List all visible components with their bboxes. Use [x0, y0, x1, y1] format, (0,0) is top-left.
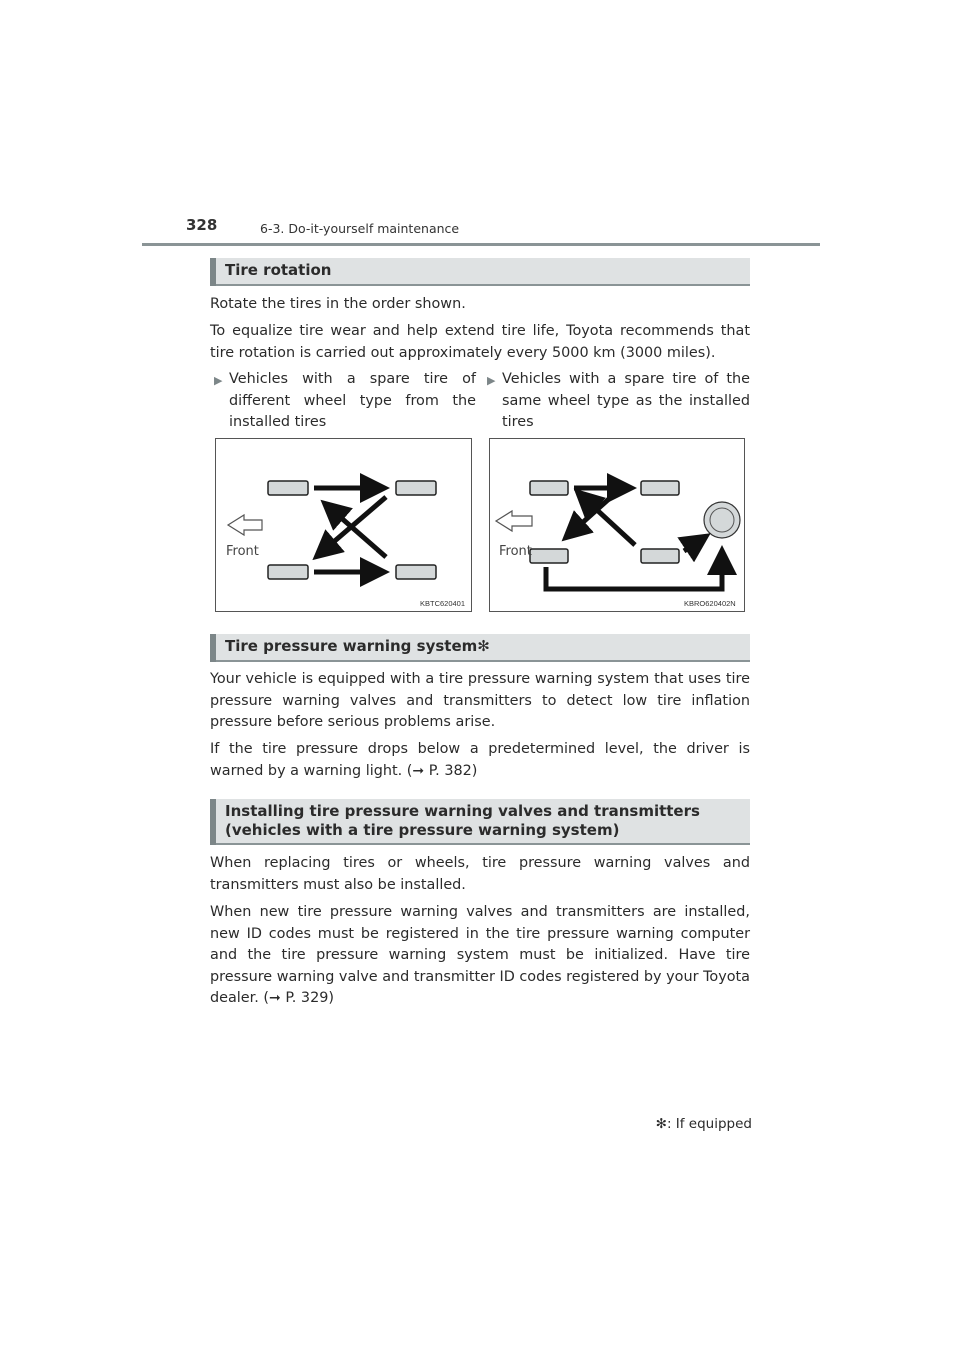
- header-divider: [142, 243, 820, 246]
- tire-front-right: [530, 549, 568, 563]
- bullet-same-wheel: [487, 369, 750, 434]
- bullet-different-wheel-text: Vehicles with a spare tire of different wheel type from the installed tires: [229, 371, 476, 430]
- installing-body-1: When replacing tires or wheels, tire pressure warning valves and transmitters must also be installed.: [210, 855, 750, 893]
- rotation-arrow: [331, 509, 386, 557]
- bullet-different-wheel: [214, 369, 476, 434]
- tpws-body-1: Your vehicle is equipped with a tire pressure warning system that uses tire pressure warning valves and transmitters to detect low tire inflation pressure before serious problems arise.: [210, 671, 750, 730]
- bullet-triangle-icon: ▶: [487, 374, 496, 387]
- tpws-body-2-text: If the tire pressure drops below a predetermined level, the driver is warned by a warning light. (: [210, 741, 750, 779]
- front-label: Front: [499, 544, 532, 559]
- tire-rear-left: [641, 481, 679, 495]
- tpws-heading: [210, 634, 750, 662]
- tire-rotation-heading: [210, 258, 750, 286]
- rotation-arrow-spare: [546, 559, 722, 589]
- tire-rear-right: [641, 549, 679, 563]
- front-direction-icon: [496, 511, 532, 531]
- tire-rear-right: [396, 565, 436, 579]
- installing-heading: [210, 799, 750, 845]
- section-breadcrumb: 6-3. Do-it-yourself maintenance: [260, 221, 460, 236]
- footnote-text: : If equipped: [666, 1116, 752, 1132]
- tpws-body-2: [210, 739, 750, 782]
- tire-front-left: [530, 481, 568, 495]
- rotation-arrow: [584, 498, 635, 545]
- page-number: 328: [186, 216, 218, 234]
- tire-rotation-body: To equalize tire wear and help extend tire life, Toyota recommends that tire rotation is carried out approximately every 5000 km (3000 miles).: [210, 323, 750, 361]
- installing-heading-line-1: Installing tire pressure warning valves and transmitters: [225, 802, 700, 820]
- rotation-arrow: [323, 497, 386, 551]
- figure-code: KBTC620401: [420, 599, 466, 608]
- page-ref-link[interactable]: P. 382): [424, 762, 478, 779]
- tire-rear-left: [396, 481, 436, 495]
- front-label: Front: [226, 544, 259, 559]
- figure-code: KBRO620402N: [684, 599, 736, 608]
- bullet-triangle-icon: ▶: [214, 374, 223, 387]
- page-ref-arrow-icon: ➞: [412, 762, 425, 779]
- page-ref-arrow-icon: ➞: [269, 990, 281, 1006]
- installing-body-2: [210, 902, 750, 1010]
- if-equipped-mark-icon: ✻: [655, 1116, 667, 1132]
- tire-rotation-heading-text: Tire rotation: [225, 261, 332, 279]
- tire-front-right: [268, 565, 308, 579]
- front-direction-icon: [228, 515, 262, 535]
- tpws-heading-text: Tire pressure warning system: [225, 637, 478, 655]
- rotation-diagram-same-wheel: [489, 438, 745, 612]
- installing-body-2-text: When new tire pressure warning valves and transmitters are installed, new ID codes must be registered in the tire pressure warning computer and the tire pressure warning system must be initialized. Have tire pressure warning valve and transmitter ID codes registered by your Toyota dealer. (: [210, 904, 751, 1006]
- installing-heading-line-2: (vehicles with a tire pressure warning system): [225, 821, 620, 839]
- spare-tire: [704, 502, 740, 538]
- bullet-same-wheel-text: Vehicles with a spare tire of the same wheel type as the installed tires: [502, 371, 750, 430]
- page-ref-link[interactable]: P. 329): [280, 990, 335, 1006]
- tire-rotation-intro: Rotate the tires in the order shown.: [210, 296, 466, 312]
- tire-front-left: [268, 481, 308, 495]
- rotation-arrow: [684, 541, 699, 551]
- if-equipped-footnote: [656, 1116, 752, 1132]
- rotation-diagram-different-wheel: [215, 438, 472, 612]
- if-equipped-mark-icon: ✻: [477, 637, 490, 655]
